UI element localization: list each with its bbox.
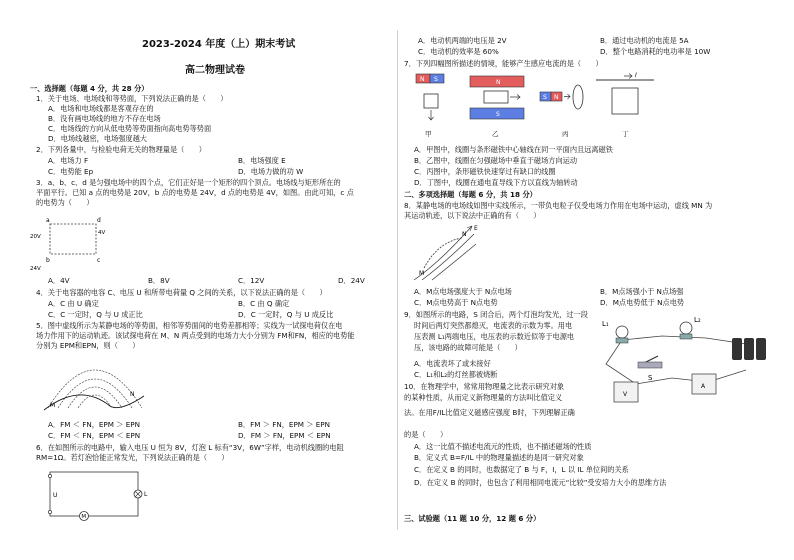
point-label-m: M	[50, 402, 56, 409]
q8-stem-line1: 8．某静电场的电场线如图中实线所示，一带负电粒子仅受电场力作用在电场中运动，虚线 MN 为	[404, 201, 713, 210]
q3-stem-line1: 3．a、b、c、d 是匀强电场中的四个点，它们正好是一个矩形的四个顶点。电场线与矩形所在的	[36, 178, 341, 187]
bar-magnet-s-label: S	[543, 94, 547, 101]
exam-title: 2023-2024 年度（上）期末考试	[142, 39, 296, 50]
bulb-l2-label: L₂	[694, 316, 701, 324]
q10-stem-line4: 的是（ ）	[404, 430, 448, 439]
trajectory-curve	[44, 395, 144, 410]
figure-label-jia: 甲	[425, 130, 432, 138]
vertex-label-a: a	[46, 217, 50, 224]
q5-option-a: A．FM ＜ FN，EPM ＞ EPN	[48, 420, 140, 429]
q4-option-b: B．C 由 Q 确定	[238, 299, 290, 308]
magnet-n-label: N	[420, 76, 425, 83]
q7-stem: 7．下列四幅图所描述的情境，能够产生感应电流的是（ ）	[404, 59, 603, 68]
q9-stem-line1: 9．如图所示的电路，S 闭合后，两个灯泡均发光，过一段	[404, 310, 588, 319]
q8-field-lines-figure	[410, 222, 480, 282]
q4-stem: 4．关于电容器的电容 C、电压 U 和所带电荷量 Q 之间的关系，以下说法正确的是（ ）	[36, 288, 327, 297]
figure-label-yi: 乙	[492, 130, 499, 138]
ammeter-label: A	[701, 383, 706, 390]
q6-stem-line2: RM=1Ω。若灯泡恰能正常发光，下列说法正确的是（ ）	[36, 453, 229, 462]
field-line-2	[422, 234, 474, 280]
figure-jia	[416, 74, 444, 138]
q5-stem-line3: 分别为 EPM和EPN，则（ ）	[36, 341, 140, 350]
battery-cell-1-icon	[732, 338, 742, 360]
figure-yi	[470, 76, 524, 138]
switch-label: S	[648, 374, 653, 382]
q3-option-d: D．24V	[338, 276, 365, 285]
point-label-n: N	[462, 231, 467, 238]
q9-option-c: C．L₁和L₂的灯丝都被烧断	[414, 370, 498, 379]
q9-stem-line2: 时间后两灯突然都熄灭，电流表的示数为零。用电	[414, 321, 573, 330]
field-label-e: E	[474, 225, 478, 232]
switch-base	[638, 362, 662, 368]
point-label-m: M	[419, 270, 425, 277]
q1-option-a: A．电场和电场线都是客观存在的	[48, 104, 154, 113]
q3-stem-line2: 平面平行。已知 a 点的电势是 20V，b 点的电势是 24V，d 点的电势是 4V，如图。由此可知，c 点	[36, 188, 354, 197]
q6-stem-line1: 6．在如图所示的电路中，输入电压 U 恒为 8V，灯泡 L 标有“3V，6W”字样，电动机线圈的电阻	[36, 443, 344, 452]
equipotential-line-2	[58, 379, 132, 408]
q9-circuit-figure	[596, 308, 776, 408]
coil-rectangle	[484, 91, 508, 103]
q7-option-c: C．丙图中，条形磁铁快速穿过有缺口的线圈	[414, 167, 556, 176]
q9-stem-line3: 压表测 L₁两端电压，电压表的示数近似等于电源电	[414, 332, 575, 341]
section-3-heading: 三、试验题（11 题 10 分，12 题 6 分）	[404, 514, 541, 523]
vertex-label-c: c	[97, 257, 101, 264]
open-coil-icon	[573, 85, 583, 109]
q1-option-c: C．电场线的方向从低电势等势面指向高电势等势面	[48, 124, 212, 133]
q2-option-d: D．电场力做的功 W	[238, 167, 304, 176]
q6-circuit-figure	[44, 466, 154, 522]
q1-option-d: D．电场线越密，电场强度越大	[48, 134, 147, 143]
q4-option-d: D．C 一定时，Q 与 U 成反比	[238, 310, 334, 319]
exam-subtitle: 高二物理试卷	[185, 65, 245, 76]
bar-magnet-n-label: N	[554, 94, 559, 101]
current-arrow-icon	[624, 74, 632, 79]
figure-ding	[596, 72, 654, 138]
section-1-heading: 一、选择题（每题 4 分，共 28 分）	[30, 84, 149, 93]
motion-arrow-icon	[564, 94, 570, 99]
q7-option-a: A．甲图中，线圈与条形磁铁中心轴线在同一平面内且远离磁铁	[414, 145, 613, 154]
q7-option-b: B．乙图中，线圈在匀强磁场中垂直于磁场方向运动	[414, 156, 578, 165]
q5-option-c: C．FM ＜ FN，EPM ＜ EPN	[48, 431, 141, 440]
bulb-l2-icon	[680, 322, 692, 334]
figure-label-bing: 丙	[562, 130, 569, 138]
bulb-l2-base	[680, 334, 692, 339]
circuit-wire-loop	[50, 472, 138, 516]
q8-option-d: D．M点电势低于 N点电势	[600, 298, 685, 307]
motion-arrow-icon	[429, 110, 434, 120]
q4-option-c: C．C 一定时，Q 与 U 成正比	[48, 310, 143, 319]
magnet-s-label: S	[434, 76, 438, 83]
q8-option-c: C．M点电势高于 N点电势	[414, 298, 498, 307]
q3-option-a: A．4V	[48, 276, 70, 285]
q6-option-d: D．整个电路消耗的电功率是 10W	[600, 47, 711, 56]
q7-four-figures	[412, 70, 662, 142]
figure-label-ding: 丁	[622, 130, 629, 138]
upper-magnet-label: N	[496, 79, 501, 86]
battery-cell-2-icon	[744, 338, 754, 360]
q3-rectangle-figure	[30, 210, 110, 272]
column-divider	[397, 30, 398, 530]
vertex-label-d: d	[97, 217, 101, 224]
q3-option-b: B．8V	[148, 276, 170, 285]
vertex-label-b: b	[46, 257, 50, 264]
potential-label-a: 20V	[30, 234, 41, 240]
terminal-top-icon	[48, 474, 51, 477]
q2-option-a: A．电场力 F	[48, 156, 89, 165]
q6-option-b: B．通过电动机的电流是 5A	[600, 36, 689, 45]
bulb-l1-icon	[616, 326, 628, 338]
q10-option-b: B．定义式 B=F/IL 中的物理量描述的是同一研究对象	[414, 453, 584, 462]
q10-stem-line1: 10．在物理学中，常常用物理量之比表示研究对象	[404, 382, 565, 391]
dashed-rectangle	[50, 224, 96, 254]
q8-option-a: A．M点电场强度大于 N点电场	[414, 287, 512, 296]
terminal-bottom-icon	[48, 510, 51, 513]
bulb-l1-label: L₁	[602, 320, 609, 328]
q3-stem-line3: 的电势为（ ）	[36, 198, 94, 207]
q4-option-a: A．C 由 U 确定	[48, 299, 99, 308]
bulb-l1-base	[616, 338, 628, 343]
point-label-n: N	[130, 391, 135, 398]
potential-label-b: 24V	[30, 266, 41, 272]
q10-stem-line3: 法。在用F/IL比值定义磁感应强度 B时，下列理解正确	[404, 408, 575, 417]
q2-option-b: B．电场强度 E	[238, 156, 286, 165]
q10-stem-line2: 的某种性质，从而定义新物理量的方法叫比值定义	[404, 393, 563, 402]
battery-cell-3-icon	[756, 338, 766, 360]
q3-option-c: C．12V	[238, 276, 265, 285]
section-2-heading: 二、多项选择题（每题 6 分，共 18 分）	[404, 190, 537, 199]
q1-stem: 1．关于电场、电场线和等势面，下列说法正确的是（ ）	[36, 94, 228, 103]
q5-stem-line2: 场力作用下的运动轨迹。该试探电荷在 M、N 两点受到的电场力大小分别为 FM和FN，相应的电势能	[36, 331, 355, 340]
q2-stem: 2．下列各量中，与检验电荷无关的物理量是（ ）	[36, 145, 206, 154]
lamp-label: L	[144, 491, 148, 498]
current-label: I	[635, 72, 637, 79]
motor-label: M	[81, 514, 87, 521]
q5-option-d: D．FM ＞ FN，EPM ＜ EPN	[238, 431, 331, 440]
q10-option-d: D．在定义 B 的同时，也包含了利用相同电流元“比较”受安培力大小的思维方法	[414, 478, 667, 487]
q2-option-c: C．电势能 Ep	[48, 167, 94, 176]
q9-option-a: A．电流表坏了或未接好	[414, 359, 491, 368]
q5-stem-line1: 5．图中虚线所示为某静电场的等势面，相邻等势面间的电势差都相等；实线为一试探电荷仅在电	[36, 321, 343, 330]
q6-option-c: C．电动机的效率是 60%	[418, 47, 499, 56]
q5-equipotential-figure	[40, 352, 150, 414]
q8-option-b: B．M点场强小于 N点场强	[600, 287, 684, 296]
q7-option-d: D．丁图中，线圈在通电直导线下方以直线为轴转动	[414, 178, 578, 187]
potential-label-d: 4V	[98, 230, 106, 236]
input-voltage-label: U	[53, 492, 58, 499]
q1-option-b: B．没有画电场线的地方不存在电场	[48, 114, 161, 123]
q10-option-c: C．在定义 B 的同时，也数据定了 B 与 F，I，L 以 IL 单位间的关系	[414, 465, 629, 474]
q8-stem-line2: 其运动轨迹，以下说法中正确的有（ ）	[404, 211, 541, 220]
lower-magnet-label: S	[496, 111, 500, 118]
coil-square	[424, 94, 438, 108]
q5-option-b: B．FM ＞ FN，EPM ＞ EPN	[238, 420, 330, 429]
motion-arrow-icon	[510, 95, 520, 100]
q10-option-a: A．这一比值不描述电流元的性质，也不描述磁场的性质	[414, 442, 592, 451]
q9-stem-line4: 压，该电路的故障可能是（ ）	[414, 343, 522, 352]
voltmeter-label: V	[623, 391, 628, 398]
coil-square	[612, 88, 638, 114]
figure-bing	[540, 85, 583, 138]
q6-option-a: A．电动机两端的电压是 2V	[418, 36, 507, 45]
